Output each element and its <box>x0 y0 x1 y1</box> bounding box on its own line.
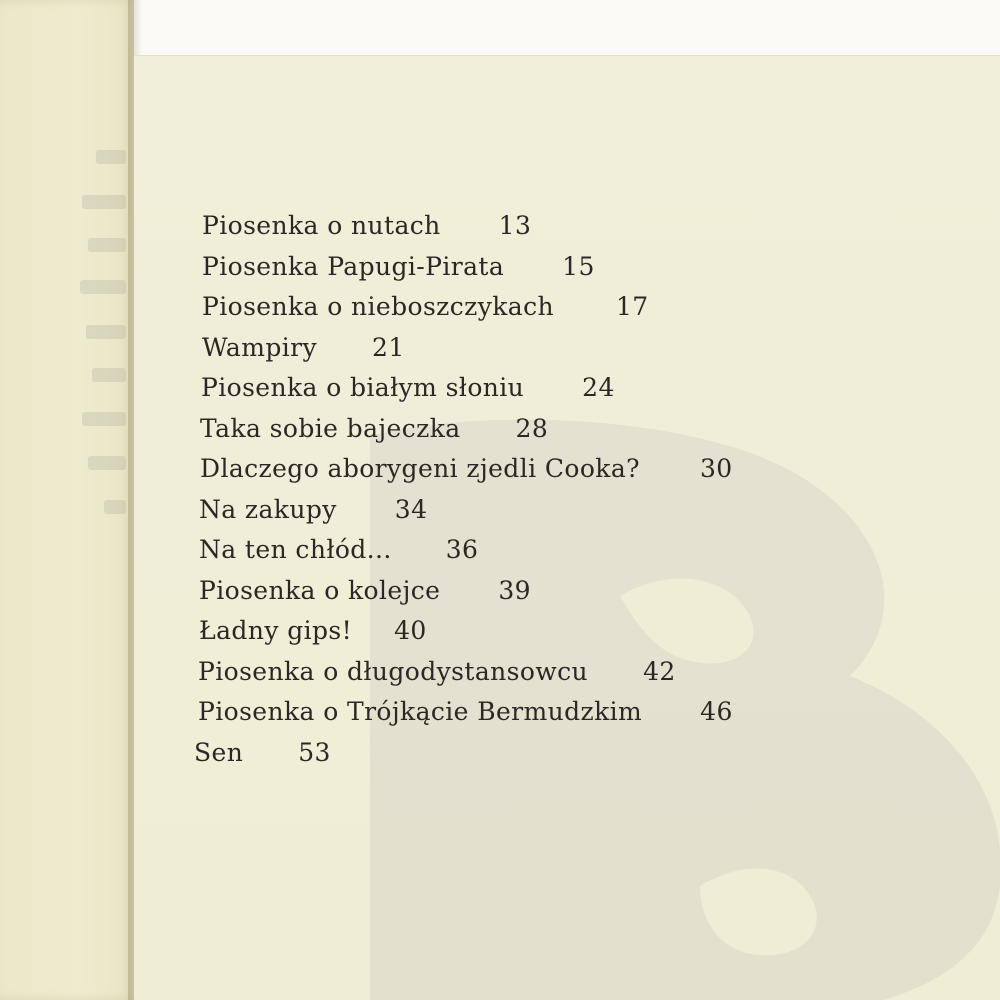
toc-entry-page-number: 21 <box>372 332 405 362</box>
show-through-text <box>88 238 126 252</box>
show-through-text <box>82 195 126 209</box>
toc-entry-page-number: 39 <box>498 575 531 605</box>
toc-entry-page-number: 36 <box>445 535 479 564</box>
toc-entry <box>202 206 733 247</box>
toc-entry-title: Ładny gips! <box>199 616 353 645</box>
toc-entry-title: Na ten chłód... <box>199 535 392 564</box>
toc-entry-title: Piosenka Papugi-Pirata <box>202 251 505 281</box>
toc-entry-page-number: 13 <box>498 211 532 240</box>
toc-entry <box>199 530 733 571</box>
toc-entry-page-number: 15 <box>562 251 595 281</box>
table-of-contents <box>194 206 733 773</box>
toc-entry-page-number: 46 <box>700 697 733 726</box>
show-through-text <box>88 456 126 470</box>
show-through-text <box>86 325 126 339</box>
toc-entry-page-number: 28 <box>515 413 549 443</box>
toc-entry <box>198 692 733 733</box>
toc-entry-title: Piosenka o kolejce <box>199 575 441 605</box>
toc-entry-title: Piosenka o długodystansowcu <box>198 656 589 686</box>
toc-entry-page-number: 30 <box>699 454 733 483</box>
toc-entry-page-number: 24 <box>582 373 615 402</box>
show-through-text <box>92 368 126 382</box>
toc-entry <box>200 409 733 450</box>
toc-entry-page-number: 17 <box>616 292 649 321</box>
show-through-text <box>82 412 126 426</box>
toc-entry <box>202 247 733 288</box>
contents-page <box>134 55 1000 1000</box>
toc-entry <box>199 571 733 612</box>
toc-entry-title: Sen <box>194 737 244 767</box>
toc-entry-title: Wampiry <box>202 332 318 362</box>
toc-entry-page-number: 53 <box>298 737 331 767</box>
toc-entry-page-number: 40 <box>394 616 427 645</box>
toc-entry-title: Piosenka o nieboszczykach <box>202 292 554 321</box>
toc-entry-title: Piosenka o nutach <box>202 211 441 240</box>
toc-entry <box>198 652 733 693</box>
previous-page <box>0 0 134 1000</box>
toc-entry-title: Piosenka o Trójkącie Bermudzkim <box>198 697 643 726</box>
toc-entry <box>194 733 733 774</box>
toc-entry-title: Dlaczego aborygeni zjedli Cooka? <box>200 454 640 483</box>
toc-entry-title: Taka sobie bajeczka <box>200 413 461 443</box>
toc-entry <box>199 611 733 652</box>
toc-entry-page-number: 34 <box>394 494 428 524</box>
toc-entry <box>201 368 733 409</box>
toc-entry-title: Na zakupy <box>199 494 337 524</box>
show-through-text <box>96 150 126 164</box>
toc-entry-page-number: 42 <box>643 656 676 686</box>
toc-entry <box>199 490 733 531</box>
show-through-text <box>104 500 126 514</box>
toc-entry <box>200 449 733 490</box>
show-through-text <box>80 280 126 294</box>
toc-entry <box>202 287 733 328</box>
toc-entry <box>202 328 733 369</box>
toc-entry-title: Piosenka o białym słoniu <box>201 373 525 402</box>
